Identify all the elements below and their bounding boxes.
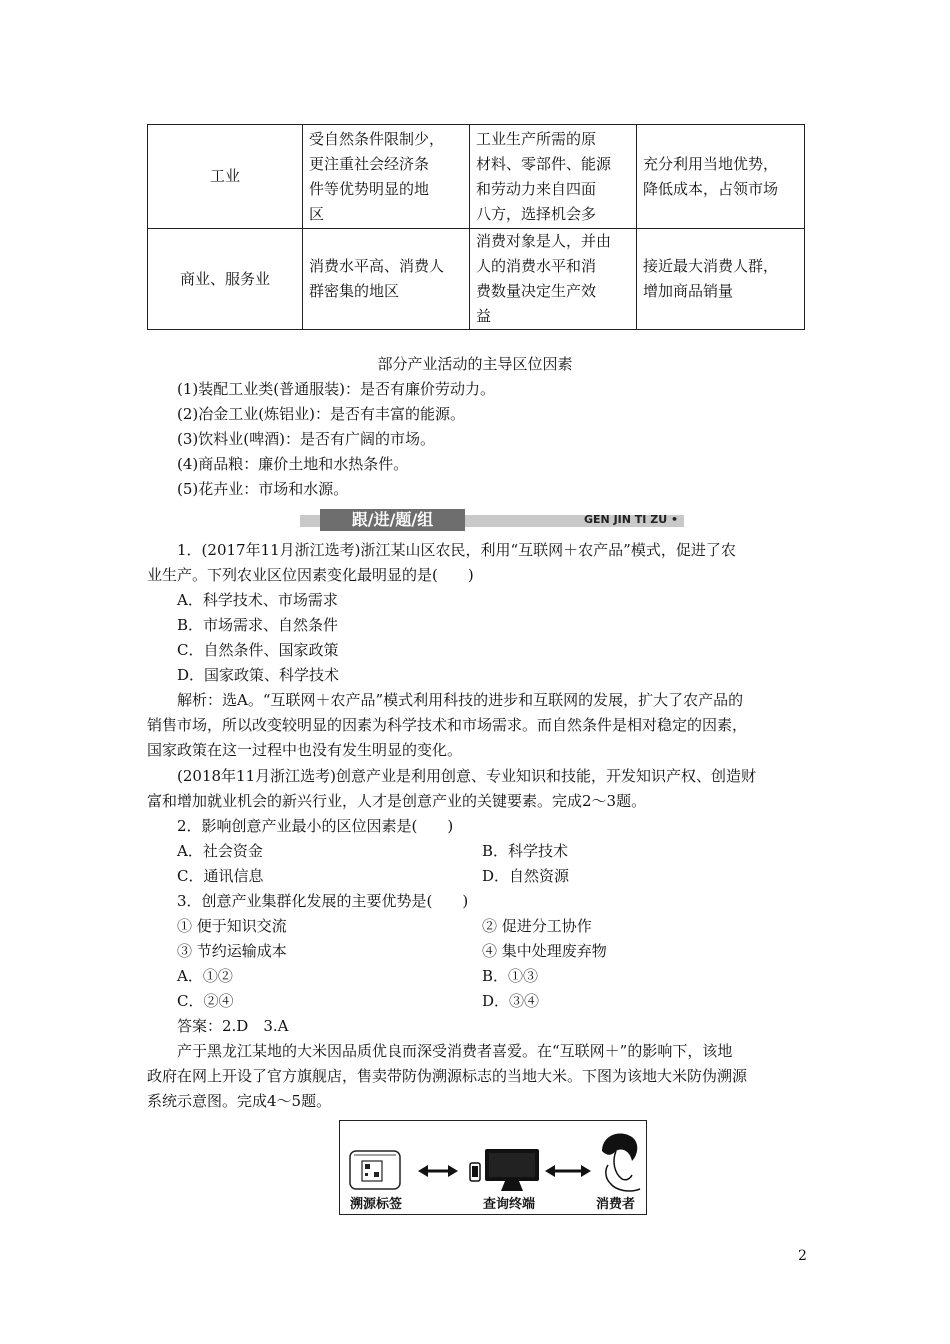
table-row	[148, 229, 805, 330]
paragraph: 系统示意图。完成4～5题。	[147, 1092, 332, 1110]
question-stem: 业生产。下列农业区位因素变化最明显的是( )	[147, 566, 474, 584]
location-factors-table	[147, 124, 805, 330]
option: C．自然条件、国家政策	[177, 641, 339, 659]
factor-item: (4)商品粮：廉价土地和水热条件。	[177, 455, 409, 473]
question-stem: 2．影响创意产业最小的区位因素是( )	[177, 817, 454, 835]
option: B．科学技术	[482, 842, 569, 860]
traceability-diagram	[339, 1120, 647, 1215]
consumer-icon	[602, 1133, 640, 1191]
table-cell: 消费水平高、消费人 群密集的地区	[303, 229, 470, 330]
answer: 答案：2.D 3.A	[177, 1017, 289, 1035]
option: A．科学技术、市场需求	[177, 591, 338, 609]
factor-item: (3)饮料业(啤酒)：是否有广阔的市场。	[177, 430, 435, 448]
paragraph: (2018年11月浙江选考)创意产业是利用创意、专业知识和技能，开发知识产权、创造财	[177, 767, 756, 785]
paragraph: 政府在网上开设了官方旗舰店，售卖带防伪溯源标志的当地大米。下图为该地大米防伪溯源	[147, 1067, 748, 1085]
option: B．市场需求、自然条件	[177, 616, 339, 634]
paragraph: 产于黑龙江某地的大米因品质优良而深受消费者喜爱。在“互联网＋”的影响下，该地	[177, 1042, 733, 1060]
page-number: 2	[798, 1248, 807, 1264]
double-arrow-icon	[418, 1165, 458, 1177]
option: D．国家政策、科学技术	[177, 666, 340, 684]
option: C．通讯信息	[177, 867, 264, 885]
table-cell: 接近最大消费人群， 增加商品销量	[637, 229, 805, 330]
statement: ③ 节约运输成本	[177, 942, 287, 960]
qr-tag-icon	[350, 1151, 400, 1189]
factor-item: (1)装配工业类(普通服装)：是否有廉价劳动力。	[177, 380, 495, 398]
section-banner	[300, 509, 684, 531]
option: D．自然资源	[482, 867, 570, 885]
analysis: 销售市场，所以改变较明显的因素为科学技术和市场需求。而自然条件是相对稳定的因素，	[147, 716, 748, 734]
table-cell-industry: 工业	[148, 125, 303, 229]
banner-subtitle: GEN JIN TI ZU •	[584, 513, 678, 526]
question-stem: 1．(2017年11月浙江选考)浙江某山区农民，利用“互联网＋农产品”模式，促进了农	[177, 541, 736, 559]
table-cell: 充分利用当地优势， 降低成本，占领市场	[637, 125, 805, 229]
double-arrow-icon	[545, 1165, 591, 1177]
option: A．①②	[177, 967, 233, 985]
table-cell: 工业生产所需的原 材料、零部件、能源 和劳动力来自四面 八方，选择机会多	[470, 125, 637, 229]
statement: ① 便于知识交流	[177, 917, 287, 935]
statement: ② 促进分工协作	[482, 917, 592, 935]
factor-item: (2)冶金工业(炼铝业)：是否有丰富的能源。	[177, 405, 465, 423]
phone-icon	[470, 1163, 480, 1181]
factor-item: (5)花卉业：市场和水源。	[177, 480, 349, 498]
table-row	[148, 125, 805, 229]
table-cell: 消费对象是人，并由 人的消费水平和消 费数量决定生产效 益	[470, 229, 637, 330]
analysis: 国家政策在这一过程中也没有发生明显的变化。	[147, 741, 463, 759]
option: D．③④	[482, 992, 540, 1010]
option: A．社会资金	[177, 842, 263, 860]
diagram-label-tag: 溯源标签	[350, 1197, 403, 1212]
option: B．①③	[482, 967, 539, 985]
table-cell: 受自然条件限制少， 更注重社会经济条 件等优势明显的地 区	[303, 125, 470, 229]
statement: ④ 集中处理废弃物	[482, 942, 607, 960]
banner-title: 跟/进/题/组	[320, 509, 465, 531]
analysis: 解析：选A。“互联网＋农产品”模式利用科技的进步和互联网的发展，扩大了农产品的	[177, 691, 744, 709]
paragraph: 富和增加就业机会的新兴行业，人才是创意产业的关键要素。完成2～3题。	[147, 792, 647, 810]
diagram-label-terminal: 查询终端	[483, 1197, 536, 1212]
table-cell-industry: 商业、服务业	[148, 229, 303, 330]
diagram-label-consumer: 消费者	[596, 1197, 636, 1212]
table-caption: 部分产业活动的主导区位因素	[377, 355, 573, 373]
question-stem: 3．创意产业集群化发展的主要优势是( )	[177, 892, 469, 910]
option: C．②④	[177, 992, 234, 1010]
monitor-icon	[485, 1149, 539, 1191]
